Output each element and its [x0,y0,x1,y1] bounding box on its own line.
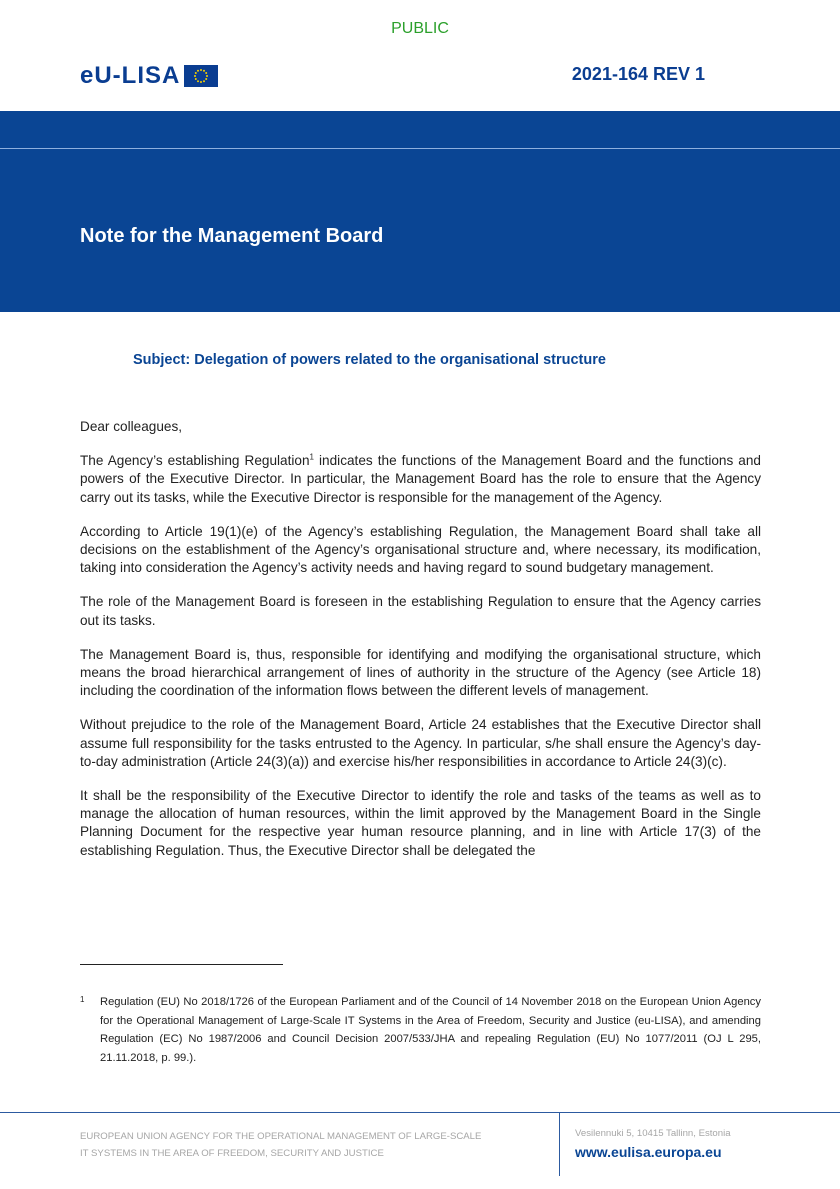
document-reference: 2021-164 REV 1 [571,64,705,84]
footnote-text: Regulation (EU) No 2018/1726 of the European Parliament and of the Council of 14 November 2018 on the European Union Agency for the Operational Management of Large-Scale IT Systems in the Area of Freedom, Security and Justice (eu-LISA), and amending Regulation (EC) No 1987/2006 and Council Decision 2007/533/JHA and repealing Regulation (EU) No 1077/2011 (OJ L 295, 21.11.2018, p. 99.). [100,996,761,1064]
letter-body [80,418,761,876]
footnote [80,993,761,1067]
logo-text: eU-LISA [80,62,181,89]
eu-flag-icon [184,65,218,87]
paragraph-4: The Management Board is, thus, responsible for identifying and modifying the organisational structure, which means the broad hierarchical arrangement of lines of authority in the structure of the Agency (see Article 18) including the coordination of the information flows between the different levels of management. [80,646,761,699]
footnote-reference[interactable]: 1 [309,452,314,462]
salutation: Dear colleagues, [80,419,183,434]
footnote-divider [80,964,283,965]
footer-agency-line-2: IT SYSTEMS IN THE AREA OF FREEDOM, SECURITY AND JUSTICE [80,1148,384,1159]
paragraph-5: Without prejudice to the role of the Management Board, Article 24 establishes that the Executive Director shall assume full responsibility for the tasks entrusted to the Agency. In particular, s/he shall ensure the Agency’s day-to-day administration (Article 24(3)(a)) and exercise his/her responsibilities in accordance to Article 24(3)(c). [80,717,761,769]
footer-address: Vesilennuki 5, 10415 Tallinn, Estonia [575,1128,731,1139]
paragraph-1-start: The Agency’s establishing Regulation [80,453,310,469]
footer-separator [559,1112,560,1176]
paragraph-6: It shall be the responsibility of the Executive Director to identify the role and tasks of the teams as well as to manage the allocation of human resources, within the limit approved by the Management Board in the Single Planning Document for the respective year human resource planning, and in line with Article 17(3) of the establishing Regulation. Thus, the Executive Director shall be delegated the [80,788,761,858]
eu-lisa-logo [80,62,218,90]
footnote-number: 1 [80,995,85,1004]
classification-label: PUBLIC [391,20,449,37]
document-title: Note for the Management Board [80,225,384,247]
title-banner [0,111,840,312]
footer-website-link[interactable]: www.eulisa.europa.eu [575,1144,722,1160]
paragraph-1-end: indicates the functions of the Management Board and the functions and powers of the Executive Director. In particular, the Management Board has the role to ensure that the Agency carry out its tasks, while the Executive Director is responsible for the management of the Agency. [80,453,761,505]
subject-line: Subject: Delegation of powers related to the organisational structure [133,352,606,368]
paragraph-1 [80,452,761,507]
paragraph-3: The role of the Management Board is foreseen in the establishing Regulation to ensure that the Agency carries out its tasks. [80,594,761,628]
banner-divider [0,148,840,149]
footer-agency-name [80,1128,540,1162]
footer-divider [0,1112,840,1113]
footer-agency-line-1: EUROPEAN UNION AGENCY FOR THE OPERATIONAL MANAGEMENT OF LARGE-SCALE [80,1131,482,1142]
paragraph-2: According to Article 19(1)(e) of the Agency’s establishing Regulation, the Management Board shall take all decisions on the establishment of the Agency’s organisational structure and, where necessary, its modification, taking into consideration the Agency’s activity needs and having regard to sound budgetary management. [80,523,761,576]
